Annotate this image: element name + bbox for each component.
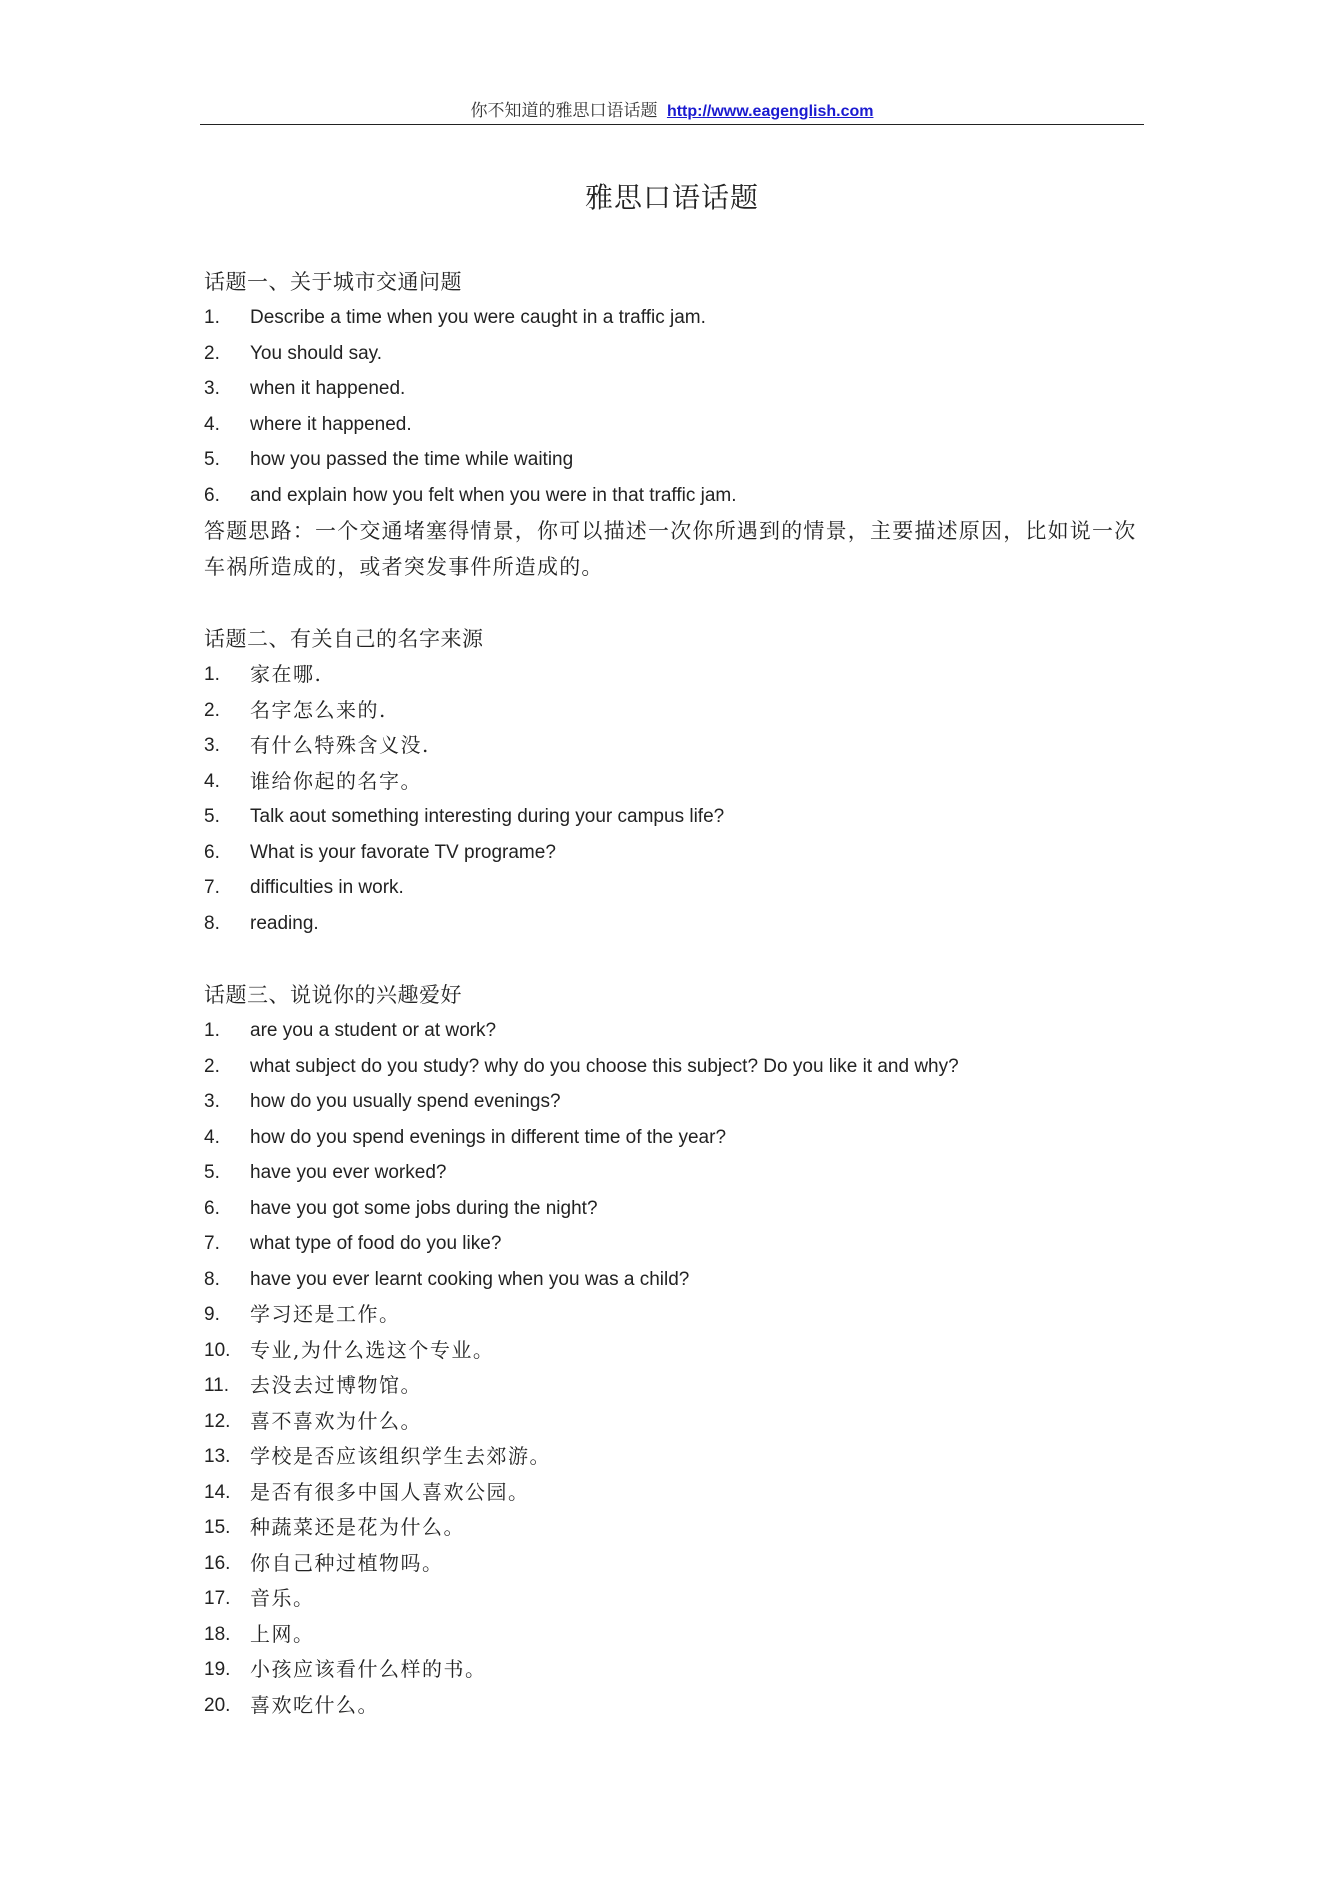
page-header	[200, 96, 1144, 121]
item-number: 6.	[204, 1197, 220, 1219]
list-item	[204, 835, 1144, 871]
item-text: 你自己种过植物吗。	[250, 1550, 444, 1575]
list-item	[204, 1688, 1144, 1724]
item-text: 专业,为什么选这个专业。	[250, 1337, 495, 1362]
item-number: 20.	[204, 1694, 231, 1716]
list-item	[204, 1049, 1144, 1085]
list-item	[204, 442, 1144, 478]
list-item	[204, 336, 1144, 372]
item-text: and explain how you felt when you were in that traffic jam.	[250, 484, 737, 506]
item-number: 8.	[204, 1268, 220, 1290]
list-item	[204, 1297, 1144, 1333]
item-number: 17.	[204, 1588, 231, 1609]
list-item	[204, 371, 1144, 407]
topic-section-1	[204, 264, 1144, 585]
list-item	[204, 1546, 1144, 1582]
item-text: 有什么特殊含义没.	[250, 733, 430, 757]
list-item	[204, 1084, 1144, 1120]
list-item	[204, 300, 1144, 336]
document-body	[204, 264, 1144, 1723]
section-heading: 话题一、关于城市交通问题	[204, 270, 462, 294]
list-item	[204, 407, 1144, 443]
item-text: 名字怎么来的.	[250, 697, 387, 722]
item-number: 4.	[204, 1126, 220, 1148]
item-number: 2.	[204, 342, 220, 364]
item-text: What is your favorate TV programe?	[250, 841, 556, 863]
list-item	[204, 1333, 1144, 1369]
list-item	[204, 1191, 1144, 1227]
item-text: have you ever worked?	[250, 1162, 447, 1183]
topic-section-3	[204, 977, 1144, 1723]
list-item	[204, 1013, 1144, 1049]
item-text: have you ever learnt cooking when you was a child?	[250, 1268, 690, 1290]
list-item	[204, 1581, 1144, 1617]
list-item	[204, 1155, 1144, 1191]
item-text: 是否有很多中国人喜欢公园。	[250, 1479, 530, 1504]
item-text: difficulties in work.	[250, 877, 404, 898]
item-number: 7.	[204, 1233, 220, 1254]
list-item	[204, 1262, 1144, 1298]
item-number: 1.	[204, 664, 220, 685]
item-text: what type of food do you like?	[250, 1233, 502, 1254]
item-text: 喜欢吃什么。	[250, 1692, 379, 1717]
item-number: 2.	[204, 699, 220, 721]
item-number: 5.	[204, 806, 220, 827]
list-item	[204, 1475, 1144, 1511]
section-heading: 话题二、有关自己的名字来源	[204, 627, 484, 651]
item-number: 3.	[204, 735, 220, 756]
list-item	[204, 478, 1144, 514]
item-text: have you got some jobs during the night?	[250, 1197, 598, 1219]
section-spacer	[204, 941, 1144, 977]
list-item	[204, 1439, 1144, 1475]
list-item	[204, 1226, 1144, 1262]
item-text: where it happened.	[250, 413, 412, 435]
item-number: 2.	[204, 1055, 220, 1077]
item-number: 13.	[204, 1446, 231, 1467]
item-text: 小孩应该看什么样的书。	[250, 1657, 487, 1681]
list-item	[204, 1617, 1144, 1653]
item-text: how do you spend evenings in different time of the year?	[250, 1126, 727, 1148]
answer-note: 答题思路：一个交通堵塞得情景，你可以描述一次你所遇到的情景，主要描述原因，比如说一次车祸所造成的，或者突发事件所造成的。	[204, 519, 1137, 579]
item-number: 9.	[204, 1304, 220, 1325]
item-number: 19.	[204, 1659, 231, 1680]
list-item	[204, 799, 1144, 835]
item-text: 谁给你起的名字。	[250, 768, 422, 793]
item-number: 4.	[204, 770, 220, 792]
list-item	[204, 906, 1144, 942]
item-text: what subject do you study? why do you choose this subject? Do you like it and why?	[250, 1055, 959, 1077]
item-text: reading.	[250, 912, 319, 934]
item-number: 5.	[204, 1162, 220, 1183]
item-number: 6.	[204, 484, 220, 506]
list-item	[204, 1652, 1144, 1688]
list-item	[204, 1368, 1144, 1404]
item-number: 1.	[204, 307, 220, 328]
list-item	[204, 657, 1144, 693]
item-text: 去没去过博物馆。	[250, 1373, 422, 1397]
item-number: 11.	[204, 1375, 230, 1396]
item-text: how you passed the time while waiting	[250, 449, 574, 470]
item-text: 上网。	[250, 1621, 315, 1646]
document-title: 雅思口语话题	[584, 181, 759, 214]
item-number: 3.	[204, 1091, 220, 1112]
list-item	[204, 764, 1144, 800]
item-number: 12.	[204, 1410, 231, 1432]
item-text: Talk aout something interesting during your campus life?	[250, 806, 725, 827]
header-link[interactable]: http://www.eagenglish.com	[666, 103, 874, 120]
item-text: 家在哪.	[250, 662, 323, 686]
item-text: 学习还是工作。	[250, 1302, 401, 1326]
item-text: 种蔬菜还是花为什么。	[250, 1515, 465, 1539]
list-item	[204, 870, 1144, 906]
header-text: 你不知道的雅思口语话题	[470, 101, 658, 121]
item-number: 5.	[204, 449, 220, 470]
item-number: 7.	[204, 877, 220, 898]
item-number: 3.	[204, 378, 220, 399]
section-spacer	[204, 585, 1144, 621]
item-number: 18.	[204, 1623, 231, 1645]
section-heading: 话题三、说说你的兴趣爱好	[204, 983, 462, 1007]
item-number: 14.	[204, 1481, 231, 1503]
item-text: when it happened.	[250, 378, 406, 399]
item-number: 16.	[204, 1552, 231, 1574]
item-text: how do you usually spend evenings?	[250, 1091, 561, 1112]
item-number: 8.	[204, 912, 220, 934]
item-text: are you a student or at work?	[250, 1020, 497, 1041]
list-item	[204, 1510, 1144, 1546]
item-text: You should say.	[250, 342, 383, 364]
list-item	[204, 693, 1144, 729]
item-number: 10.	[204, 1339, 231, 1361]
item-text: 音乐。	[250, 1586, 315, 1610]
list-item	[204, 1120, 1144, 1156]
item-number: 1.	[204, 1020, 220, 1041]
list-item	[204, 1404, 1144, 1440]
item-number: 6.	[204, 841, 220, 863]
topic-section-2	[204, 621, 1144, 941]
item-text: 学校是否应该组织学生去郊游。	[250, 1444, 551, 1468]
item-number: 4.	[204, 413, 220, 435]
item-number: 15.	[204, 1517, 231, 1538]
item-text: Describe a time when you were caught in a traffic jam.	[250, 307, 706, 328]
header-divider	[200, 124, 1144, 125]
list-item	[204, 728, 1144, 764]
item-text: 喜不喜欢为什么。	[250, 1408, 422, 1433]
